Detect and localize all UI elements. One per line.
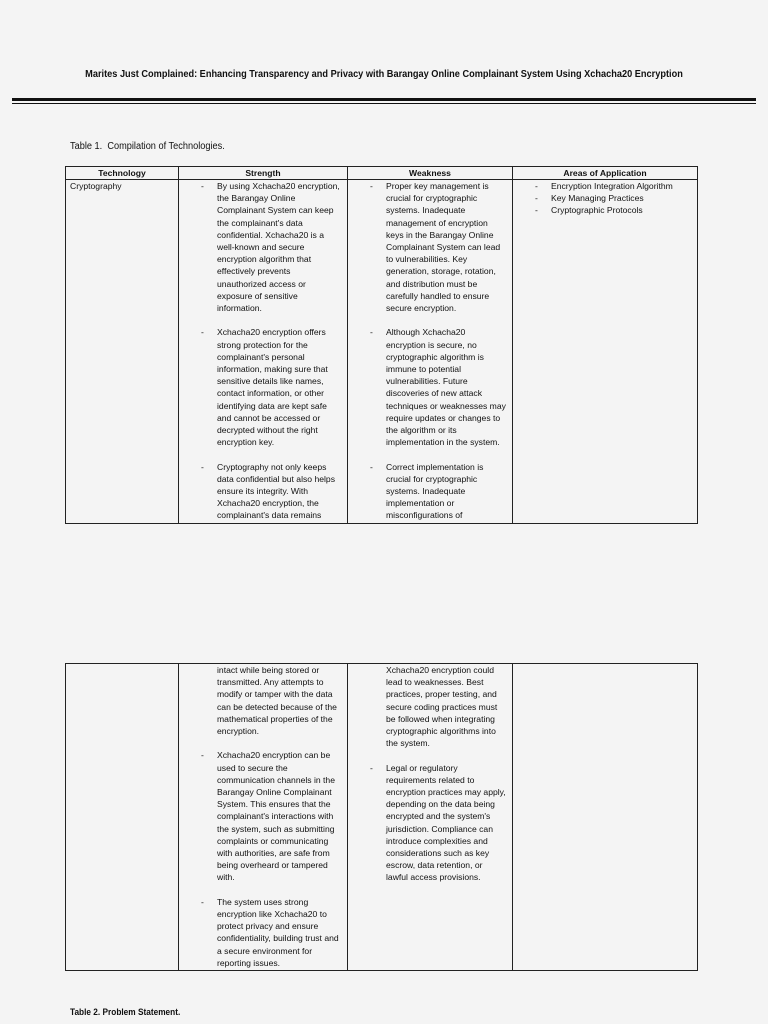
weakness-cell: [348, 180, 513, 524]
strength-continuation: intact while being stored or transmitted. Any attempts to modify or tamper with the data can be detected because of the mathematical properties of the encryption.: [217, 665, 337, 737]
strength-item: - The system uses strong encryption like Xchacha20 to protect privacy and ensure confidentiality, building trust and a secure environment for reporting issues.: [179, 896, 347, 969]
header-strength: Strength: [179, 167, 348, 180]
strength-item: - Xchacha20 encryption can be used to secure the communication channels in the Barangay Online Complainant System. This ensures that the complainant's interactions with the system, such as submitting complaints or communicating with authorities, are safe from being overheard or tampered with.: [179, 749, 347, 883]
weakness-item: - Correct implementation is crucial for cryptographic systems. Inadequate implementation or misconfigurations of: [348, 461, 512, 522]
weakness-item: - Legal or regulatory requirements related to encryption practices may apply, depending on the data being encrypted and the system's jurisdiction. Compliance can introduce complexities and considerations such as key escrow, data retention, or lawful access provisions.: [348, 762, 512, 884]
strength-item: - By using Xchacha20 encryption, the Barangay Online Complainant System can keep the complainant's data confidential. Xchacha20 is a well-known and secure encryption algorithm that effectively prevents unauthorized access or exposure of sensitive information.: [179, 180, 347, 314]
document-title: Marites Just Complained: Enhancing Transparency and Privacy with Barangay Online Complainant System Using Xchacha20 Encryption: [85, 69, 683, 80]
table2-caption-text: Table 2. Problem Statement.: [70, 1007, 181, 1017]
technologies-table-part2: [65, 663, 698, 971]
strength-item: - Xchacha20 encryption offers strong protection for the complainant's personal information, making sure that sensitive details like names, contact information, or other identifying data are kept safe and cannot be accessed or decrypted without the right encryption key.: [179, 326, 347, 448]
technologies-table-part1: [65, 166, 698, 524]
table-row: [66, 180, 698, 524]
table-header-row: [66, 167, 698, 180]
table2-caption: [70, 1007, 180, 1017]
weakness-item: - Although Xchacha20 encryption is secure, no cryptographic algorithm is immune to potential vulnerabilities. Future discoveries of new attack techniques or weaknesses may require updates or changes to the algorithm or its implementation in the system.: [348, 326, 512, 448]
technology-cell: [66, 180, 179, 524]
weakness-cell: [348, 664, 513, 971]
strength-cell: [179, 664, 348, 971]
technology-name: Cryptography: [70, 181, 122, 191]
strength-item: - Cryptography not only keeps data confidential but also helps ensure its integrity. With Xchacha20 encryption, the complainant's data remains: [179, 461, 347, 522]
header-weakness: Weakness: [348, 167, 513, 180]
weakness-continuation: Xchacha20 encryption could lead to weaknesses. Best practices, proper testing, and secure coding practices must be followed when integrating cryptographic algorithms into the system.: [386, 665, 498, 749]
table1-caption-label: Table 1.: [70, 141, 103, 152]
areas-cell: [513, 180, 698, 524]
area-item: - Key Managing Practices: [513, 192, 697, 204]
weakness-item: - Proper key management is crucial for cryptographic systems. Inadequate management of encryption keys in the Barangay Online Complainant System can lead to vulnerabilities. Key generation, storage, rotation, and distribution must be carefully handled to ensure secure encryption.: [348, 180, 512, 314]
technology-cell: [66, 664, 179, 971]
header-technology: Technology: [66, 167, 179, 180]
table1-caption-text: Compilation of Technologies.: [107, 141, 225, 152]
areas-cell: [513, 664, 698, 971]
header-areas-of-application: Areas of Application: [513, 167, 698, 180]
area-item: - Cryptographic Protocols: [513, 204, 697, 216]
table-row: [66, 664, 698, 971]
header-rule-thin: [12, 103, 756, 104]
table1-caption: [70, 141, 225, 152]
strength-cell: [179, 180, 348, 524]
header-rule-thick: [12, 98, 756, 101]
area-item: - Encryption Integration Algorithm: [513, 180, 697, 192]
